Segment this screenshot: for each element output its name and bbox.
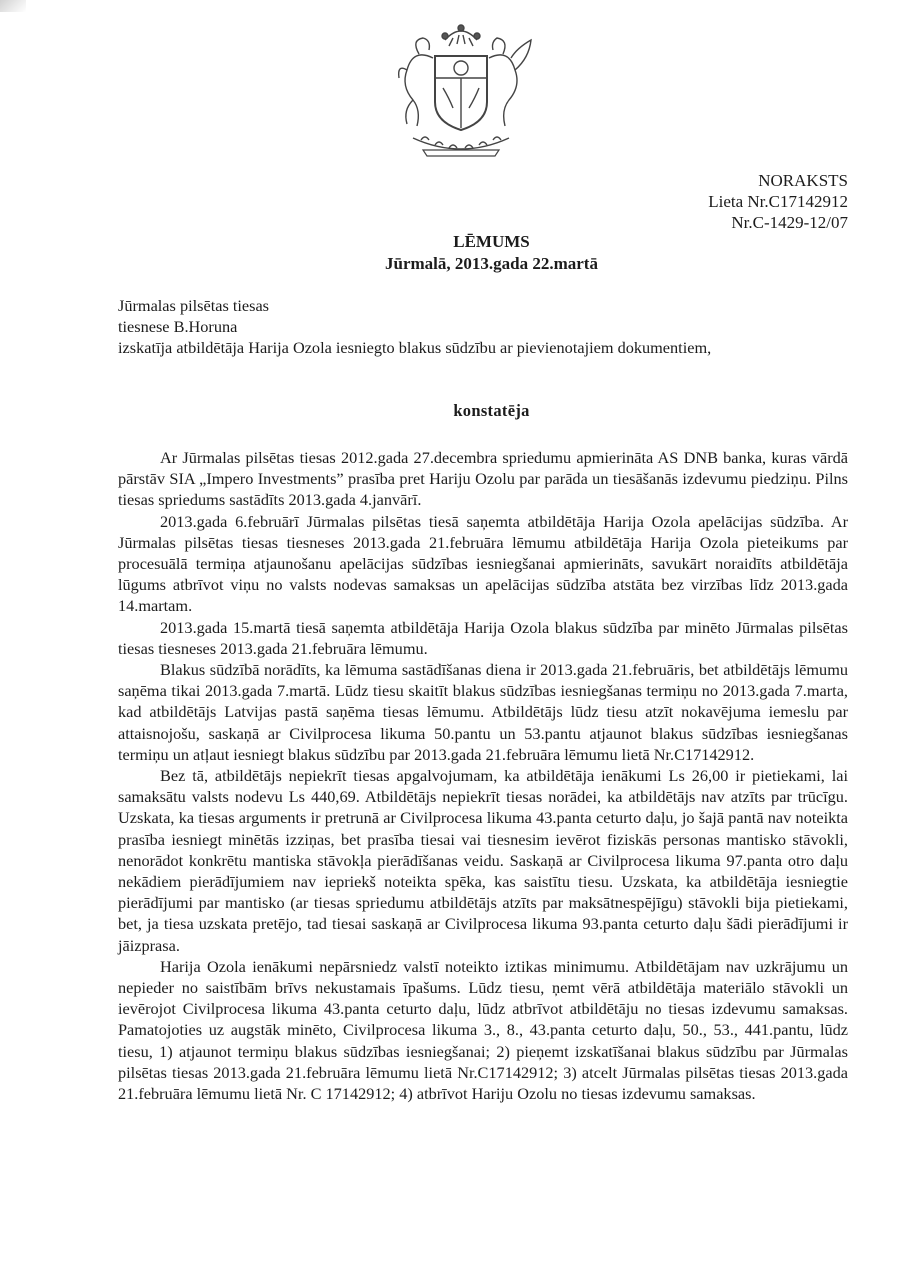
- section-heading: konstatēja: [453, 401, 530, 420]
- paragraph: Bez tā, atbildētājs nepiekrīt tiesas apgalvojumam, ka atbildētāja ienākumi Ls 26,00 ir pietiekami, lai samaksātu valsts nodevu Ls 440,69. Atbildētājs nepiekrīt tiesas norādei, ka atbildētājs nav atzīts par trūcīgu. Uzskata, ka tiesas arguments ir pretrunā ar Civilprocesa likuma 43.panta ceturto daļu, jo šajā pantā nav noteikta prasība iesniegt minētās izziņas, bet prasība tiesai vai tiesnesim ievērot fiziskās personas mantisko stāvokli, nenorādot konkrētu mantiska stāvokļa pierādīšanas veidu. Saskaņā ar Civilprocesa likuma 97.panta otro daļu nekādiem pierādījumiem nav iepriekš noteikta spēka, kas saistītu tiesu. Uzskata, ka atbildētāja iesniegtie pierādījumi par mantisko (ar tiesas spriedumu atbildētājs atzīts par maksātnespējīgu) stāvokli bija pietiekami, bet, ja tiesa uzskata pretējo, tad tiesai saskaņā ar Civilprocesa likuma 93.panta ceturto daļu šādi pierādījumi ir jāizprasa.: [118, 766, 848, 955]
- copy-label: NORAKSTS: [758, 171, 848, 190]
- title-block: [0, 231, 900, 275]
- case-number: Lieta Nr.C17142912: [708, 192, 848, 211]
- paragraph: Ar Jūrmalas pilsētas tiesas 2012.gada 27.decembra spriedumu apmierināta AS DNB banka, kuras vārdā pārstāv SIA „Impero Investments” prasība pret Hariju Ozolu par parāda un tiesāšanās izdevumu piedziņu. Pilns tiesas spriedums sastādīts 2013.gada 4.janvārī.: [118, 448, 848, 510]
- place-date: Jūrmalā, 2013.gada 22.martā: [385, 254, 598, 273]
- file-number: Nr.C-1429-12/07: [731, 213, 848, 232]
- document-title: LĒMUMS: [453, 232, 530, 251]
- body-text: [118, 447, 848, 1104]
- coat-of-arms-icon: [383, 18, 539, 160]
- paragraph: 2013.gada 6.februārī Jūrmalas pilsētas tiesā saņemta atbildētāja Harija Ozola apelācijas sūdzība. Ar Jūrmalas pilsētas tiesas tiesneses 2013.gada 21.februāra lēmumu atbildētāja Harija Ozola pieteikums par procesuālā termiņa atjaunošanu apelācijas sūdzības iesniegšanai apmierināts, savukārt noraidīts atbildētāja lūgums atbrīvot viņu no valsts nodevas samaksas un apelācijas sūdzība atstāta bez virzības līdz 2013.gada 14.martam.: [118, 511, 848, 616]
- intro-block: [118, 295, 711, 358]
- scan-artifact: [0, 0, 26, 12]
- case-header: [708, 170, 848, 233]
- paragraph: 2013.gada 15.martā tiesā saņemta atbildētāja Harija Ozola blakus sūdzība par minēto Jūrmalas pilsētas tiesas tiesneses 2013.gada 21.februāra lēmumu.: [118, 617, 848, 658]
- intro-action: izskatīja atbildētāja Harija Ozola iesniegto blakus sūdzību ar pievienotajiem dokumentiem,: [118, 338, 712, 357]
- paragraph: Harija Ozola ienākumi nepārsniedz valstī noteikto iztikas minimumu. Atbildētājam nav uzkrājumu un nepieder no saistībām brīvs nekustamais īpašums. Lūdz tiesu, ņemt vērā atbildētāja materiālo stāvokli un ievērojot Civilprocesa likuma 43.panta ceturto daļu, lūdz atbrīvot atbildētāju no tiesas izdevumu samaksas. Pamatojoties uz augstāk minēto, Civilprocesa likuma 3., 8., 43.panta ceturto daļu, 50., 53., 441.pantu, lūdz tiesu, 1) atjaunot termiņu blakus sūdzības iesniegšanai; 2) pieņemt izskatīšanai blakus sūdzību par Jūrmalas pilsētas tiesas 2013.gada 21.februāra lēmumu lietā Nr.C17142912; 3) atcelt Jūrmalas pilsētas tiesas 2013.gada 21.februāra lēmumu lietā Nr. C 17142912; 4) atbrīvot Hariju Ozolu no tiesas izdevumu samaksas.: [118, 956, 848, 1104]
- judge-name: tiesnese B.Horuna: [118, 317, 238, 336]
- court-name: Jūrmalas pilsētas tiesas: [118, 296, 270, 315]
- paragraph: Blakus sūdzībā norādīts, ka lēmuma sastādīšanas diena ir 2013.gada 21.februāris, bet atbildētājs lēmumu saņēma tikai 2013.gada 7.martā. Lūdz tiesu skaitīt blakus sūdzības iesniegšanas termiņu no 2013.gada 7.marta, kad atbildētājs Latvijas pastā saņēma tiesas lēmumu. Atbildētājs lūdz tiesu atzīt nokavējuma iemeslu par attaisnojošu, saskaņā ar Civilprocesa likuma 50.pantu un 53.pantu atjaunot blakus sūdzības iesniegšanas termiņu un atļaut iesniegt blakus sūdzību par 2013.gada 21.februāra lēmumu lietā Nr.C17142912.: [118, 660, 848, 764]
